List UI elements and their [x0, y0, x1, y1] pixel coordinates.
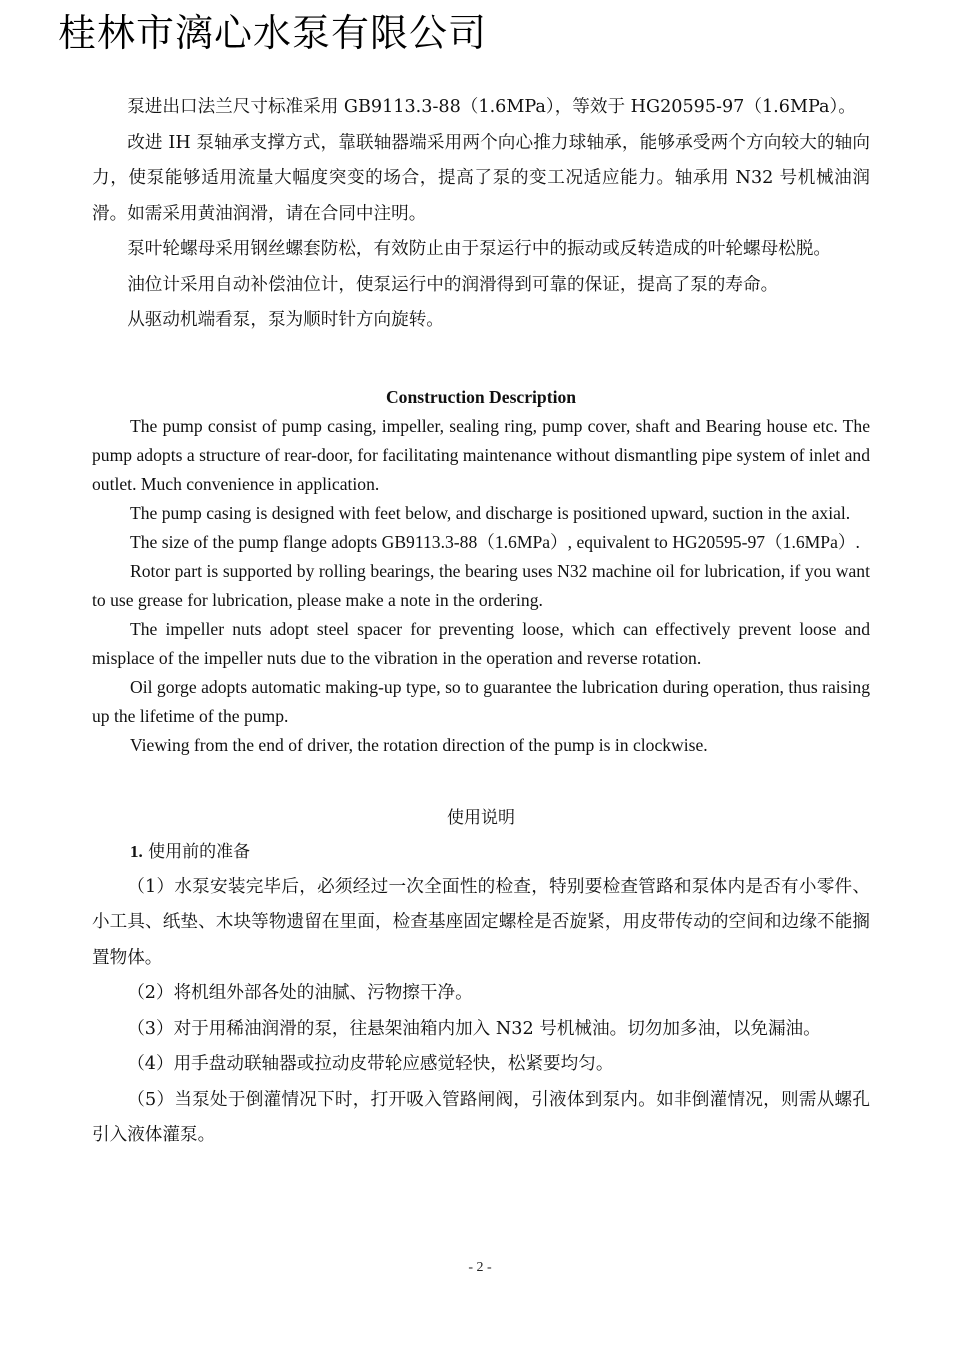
en-paragraph: Viewing from the end of driver, the rotation direction of the pump is in clockwise.: [130, 734, 708, 755]
en-paragraph: The pump casing is designed with feet below, and discharge is positioned upward, suction in the axial.: [130, 502, 851, 523]
cn-paragraph: 改进 IH 泵轴承支撑方式，靠联轴器端采用两个向心推力球轴承，能够承受两个方向较大的轴向力，使泵能够适用流量大幅度突变的场合，提高了泵的变工况适应能力。轴承用 N32 号机械油润滑。如需采用黄油润滑，请在合同中注明。: [92, 132, 870, 224]
usage-item: （4）用手盘动联轴器或拉动皮带轮应感觉轻快，松紧要均匀。: [127, 1054, 614, 1074]
en-paragraph: The impeller nuts adopt steel spacer for preventing loose, which can effectively prevent loose and misplace of the impeller nuts due to the vibration in the operation and reverse rotation.: [92, 618, 870, 668]
cn-paragraph: 泵进出口法兰尺寸标准采用 GB9113.3-88（1.6MPa），等效于 HG20595-97（1.6MPa）。: [127, 97, 856, 117]
page-number: - 2 -: [468, 1260, 492, 1275]
en-paragraph: The size of the pump flange adopts GB9113.3-88（1.6MPa）, equivalent to HG20595-97（1.6MPa）.: [130, 531, 860, 552]
usage-heading: 使用说明: [447, 807, 515, 828]
construction-heading: Construction Description: [385, 386, 577, 407]
section-title: 使用前的准备: [148, 841, 251, 862]
section-number: 1.: [130, 841, 143, 861]
usage-item: （2）将机组外部各处的油腻、污物擦干净。: [127, 983, 473, 1003]
en-paragraph: Rotor part is supported by rolling bearings, the bearing uses N32 machine oil for lubrication, if you want to use grease for lubrication, please make a note in the ordering.: [92, 560, 870, 610]
en-paragraph: Oil gorge adopts automatic making-up type, so to guarantee the lubrication during operation, thus raising up the lifetime of the pump.: [92, 676, 870, 726]
page-body: [92, 90, 870, 1154]
section-heading: [92, 834, 870, 870]
cn-paragraph: 泵叶轮螺母采用钢丝螺套防松，有效防止由于泵运行中的振动或反转造成的叶轮螺母松脱。: [127, 239, 831, 259]
en-paragraph: The pump consist of pump casing, impeller, sealing ring, pump cover, shaft and Bearing house etc. The pump adopts a structure of rear-door, for facilitating maintenance without dismantling pipe system of inlet and outlet. Much convenience in application.: [92, 415, 870, 494]
usage-item: （1）水泵安装完毕后，必须经过一次全面性的检查，特别要检查管路和泵体内是否有小零件、小工具、纸垫、木块等物遗留在里面，检查基座固定螺栓是否旋紧，用皮带传动的空间和边缘不能搁置物体。: [92, 876, 870, 968]
usage-item: （5）当泵处于倒灌情况下时，打开吸入管路闸阀，引液体到泵内。如非倒灌情况，则需从螺孔引入液体灌泵。: [92, 1089, 870, 1145]
usage-item: （3）对于用稀油润滑的泵，往悬架油箱内加入 N32 号机械油。切勿加多油，以免漏油。: [127, 1018, 821, 1039]
cn-paragraph: 油位计采用自动补偿油位计，使泵运行中的润滑得到可靠的保证，提高了泵的寿命。: [127, 274, 779, 295]
cn-paragraph: 从驱动机端看泵，泵为顺时针方向旋转。: [127, 310, 444, 330]
company-name: 桂林市漓心水泵有限公司: [58, 11, 488, 55]
